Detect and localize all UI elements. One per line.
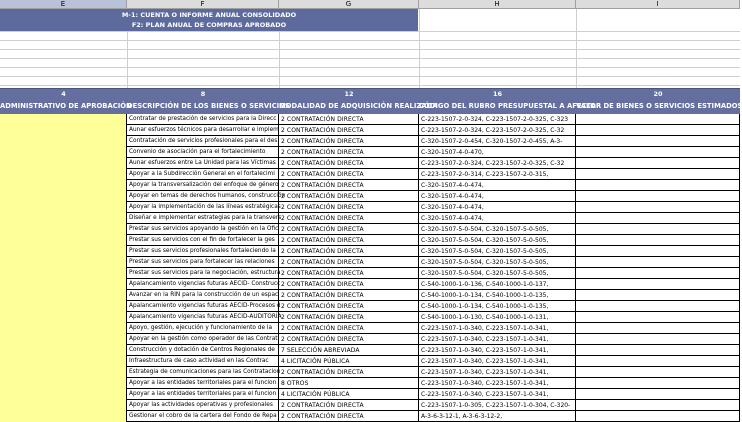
budget-code-cell[interactable]: C-320-1507-4-0-474, bbox=[419, 213, 576, 224]
modality-cell[interactable]: 4 LICITACIÓN PÚBLICA bbox=[279, 389, 419, 400]
estimated-value-cell[interactable] bbox=[576, 246, 740, 257]
estimated-value-cell[interactable] bbox=[576, 147, 740, 158]
budget-code-cell[interactable]: C-320-1507-5-0-504, C-320-1507-5-0-505, bbox=[419, 257, 576, 268]
description-cell[interactable]: Infraestructura de caso actividad en las Contrac bbox=[127, 356, 279, 367]
band-number: 4 bbox=[61, 90, 66, 98]
modality-cell[interactable]: 2 CONTRATACIÓN DIRECTA bbox=[279, 367, 419, 378]
budget-code-cell[interactable]: C-223-1507-1-0-340, C-223-1507-1-0-341, bbox=[419, 323, 576, 334]
report-title-banner bbox=[0, 9, 418, 31]
description-cell[interactable]: Convenio de asociación para el fortalecimiento bbox=[127, 147, 279, 158]
estimated-value-cell[interactable] bbox=[576, 367, 740, 378]
estimated-value-cell[interactable] bbox=[576, 279, 740, 290]
description-cell[interactable]: Avanzar en la RIN para la construcción de un espac bbox=[127, 290, 279, 301]
description-cell[interactable]: Prestar sus servicios profesionales fortaleciendo la bbox=[127, 246, 279, 257]
modality-cell[interactable]: 2 CONTRATACIÓN DIRECTA bbox=[279, 235, 419, 246]
table-header-band bbox=[0, 88, 740, 114]
estimated-value-cell[interactable] bbox=[576, 389, 740, 400]
column-header-g[interactable]: G bbox=[279, 0, 419, 9]
budget-code-cell[interactable]: C-320-1507-5-0-504, C-320-1507-5-0-505, bbox=[419, 235, 576, 246]
estimated-value-cell[interactable] bbox=[576, 323, 740, 334]
estimated-value-cell[interactable] bbox=[576, 114, 740, 125]
budget-code-cell[interactable]: C-223-1507-2-0-324, C-223-1507-2-0-325, C-323 bbox=[419, 114, 576, 125]
description-cell[interactable]: Prestar sus servicios para fortalecer las relaciones bbox=[127, 257, 279, 268]
budget-code-cell[interactable]: C-223-1507-2-0-314, C-223-1507-2-0-315, bbox=[419, 169, 576, 180]
budget-code-cell[interactable]: C-223-1507-1-0-305, C-223-1507-1-0-304, C-320- bbox=[419, 400, 576, 411]
modality-cell[interactable]: 2 CONTRATACIÓN DIRECTA bbox=[279, 246, 419, 257]
budget-code-cell[interactable]: C-223-1507-2-0-324, C-223-1507-2-0-325, C-32 bbox=[419, 158, 576, 169]
description-cell[interactable]: Contratación de servicios profesionales para el des bbox=[127, 136, 279, 147]
budget-code-cell[interactable]: C-223-1507-1-0-340, C-223-1507-1-0-341, bbox=[419, 367, 576, 378]
grid-line bbox=[0, 49, 740, 50]
column-title: DESCRIPCIÓN DE LOS BIENES O SERVICIOS bbox=[127, 102, 290, 110]
description-cell[interactable]: Apalancamiento vigencias futuras AECID-Procesos d bbox=[127, 301, 279, 312]
description-cell[interactable]: Apoyar a la Subdirección General en el fortalecimi bbox=[127, 169, 279, 180]
modality-cell[interactable]: 2 CONTRATACIÓN DIRECTA bbox=[279, 136, 419, 147]
estimated-value-cell[interactable] bbox=[576, 378, 740, 389]
budget-code-cell[interactable]: A-3-6-3-12-1, A-3-6-3-12-2, bbox=[419, 411, 576, 422]
description-cell[interactable]: Apoyar a las entidades territoriales para el funcion bbox=[127, 389, 279, 400]
grid-line bbox=[0, 85, 740, 86]
estimated-value-cell[interactable] bbox=[576, 224, 740, 235]
modality-cell[interactable]: 2 CONTRATACIÓN DIRECTA bbox=[279, 224, 419, 235]
estimated-value-cell[interactable] bbox=[576, 411, 740, 422]
column-header-f[interactable]: F bbox=[127, 0, 279, 9]
description-cell[interactable]: Aunar esfuerzos técnicos para desarrollar e implem bbox=[127, 125, 279, 136]
band-number: 12 bbox=[344, 90, 354, 98]
grid-line bbox=[0, 31, 740, 32]
report-title-line1: M-1: CUENTA O INFORME ANUAL CONSOLIDADO bbox=[121, 11, 297, 19]
modality-cell[interactable]: 2 CONTRATACIÓN DIRECTA bbox=[279, 257, 419, 268]
modality-cell[interactable]: 2 CONTRATACIÓN DIRECTA bbox=[279, 290, 419, 301]
description-cell[interactable]: Apoyar la transversalización del enfoque de género bbox=[127, 180, 279, 191]
modality-cell[interactable]: 2 CONTRATACIÓN DIRECTA bbox=[279, 323, 419, 334]
estimated-value-cell[interactable] bbox=[576, 158, 740, 169]
description-cell[interactable]: Contratar de prestación de servicios para la Direcc bbox=[127, 114, 279, 125]
column-header-i[interactable]: I bbox=[576, 0, 740, 9]
estimated-value-cell[interactable] bbox=[576, 136, 740, 147]
column-title: ADMINISTRATIVO DE APROBACIÓN bbox=[0, 102, 132, 110]
budget-code-cell[interactable]: C-223-1507-1-0-340, C-223-1507-1-0-341, bbox=[419, 356, 576, 367]
grid-line bbox=[0, 76, 740, 77]
budget-code-cell[interactable]: C-320-1507-4-0-474, bbox=[419, 191, 576, 202]
budget-code-cell[interactable]: C-320-1507-5-0-504, C-320-1507-5-0-505, bbox=[419, 224, 576, 235]
budget-code-cell[interactable]: C-223-1507-1-0-340, C-223-1507-1-0-341, bbox=[419, 345, 576, 356]
modality-cell[interactable]: 2 CONTRATACIÓN DIRECTA bbox=[279, 334, 419, 345]
budget-code-cell[interactable]: C-320-1507-4-0-474, bbox=[419, 180, 576, 191]
band-number: 16 bbox=[492, 90, 503, 98]
budget-code-cell[interactable]: C-223-1507-1-0-340, C-223-1507-1-0-341, bbox=[419, 389, 576, 400]
estimated-value-cell[interactable] bbox=[576, 268, 740, 279]
estimated-value-cell[interactable] bbox=[576, 235, 740, 246]
grid-line bbox=[419, 9, 420, 88]
description-cell[interactable]: Apoyar la implementación de las líneas estratégicas bbox=[127, 202, 279, 213]
estimated-value-cell[interactable] bbox=[576, 301, 740, 312]
budget-code-cell[interactable]: C-223-1507-1-0-340, C-223-1507-1-0-341, bbox=[419, 378, 576, 389]
estimated-value-cell[interactable] bbox=[576, 202, 740, 213]
modality-cell[interactable]: 2 CONTRATACIÓN DIRECTA bbox=[279, 202, 419, 213]
description-cell[interactable]: Aunar esfuerzos entre La Unidad para las Víctimas bbox=[127, 158, 279, 169]
column-title: VALOR DE BIENES O SERVICIOS ESTIMADOS bbox=[576, 102, 742, 110]
budget-code-cell[interactable]: C-540-1000-1-0-134, C-540-1000-1-0-135, bbox=[419, 301, 576, 312]
estimated-value-cell[interactable] bbox=[576, 312, 740, 323]
estimated-value-cell[interactable] bbox=[576, 290, 740, 301]
budget-code-cell[interactable]: C-223-1507-1-0-340, C-223-1507-1-0-341, bbox=[419, 334, 576, 345]
modality-cell[interactable]: 2 CONTRATACIÓN DIRECTA bbox=[279, 213, 419, 224]
modality-cell[interactable]: 2 CONTRATACIÓN DIRECTA bbox=[279, 301, 419, 312]
estimated-value-cell[interactable] bbox=[576, 169, 740, 180]
budget-code-cell[interactable]: C-320-1507-2-0-454, C-320-1507-2-0-455, A-3- bbox=[419, 136, 576, 147]
modality-cell[interactable]: 2 CONTRATACIÓN DIRECTA bbox=[279, 191, 419, 202]
grid-line bbox=[0, 40, 740, 41]
budget-code-cell[interactable]: C-223-1507-2-0-324, C-223-1507-2-0-325, C-32 bbox=[419, 125, 576, 136]
description-cell[interactable]: Construcción y dotación de Centros Regionales de bbox=[127, 345, 279, 356]
modality-cell[interactable]: 2 CONTRATACIÓN DIRECTA bbox=[279, 114, 419, 125]
estimated-value-cell[interactable] bbox=[576, 345, 740, 356]
description-cell[interactable]: Prestar sus servicios para la negociación, estructura bbox=[127, 268, 279, 279]
description-cell[interactable]: Gestionar el cobro de la cartera del Fondo de Repa bbox=[127, 411, 279, 422]
modality-cell[interactable]: 2 CONTRATACIÓN DIRECTA bbox=[279, 411, 419, 422]
description-cell[interactable]: Apoyar en la gestión como operador de las Contrat bbox=[127, 334, 279, 345]
description-cell[interactable]: Prestar sus servicios apoyando la gestión en la Ofic bbox=[127, 224, 279, 235]
description-cell[interactable]: Apalancamiento vigencias futuras AECID-AUDITORÍA bbox=[127, 312, 279, 323]
estimated-value-cell[interactable] bbox=[576, 400, 740, 411]
grid-line bbox=[0, 67, 740, 68]
grid-line bbox=[576, 9, 577, 88]
estimated-value-cell[interactable] bbox=[576, 180, 740, 191]
description-cell[interactable]: Apoyar en temas de derechos humanos, construcción bbox=[127, 191, 279, 202]
modality-cell[interactable]: 2 CONTRATACIÓN DIRECTA bbox=[279, 268, 419, 279]
modality-cell[interactable]: 7 SELECCIÓN ABREVIADA bbox=[279, 345, 419, 356]
description-cell[interactable]: Diseñar e implementar estrategias para la transvers bbox=[127, 213, 279, 224]
description-cell[interactable]: Apalancamiento vigencias futuras AECID- Construcc bbox=[127, 279, 279, 290]
description-cell[interactable]: Estrategia de comunicaciones para las Contratacion bbox=[127, 367, 279, 378]
description-cell[interactable]: Apoyo, gestión, ejecución y funcionamiento de la bbox=[127, 323, 279, 334]
description-cell[interactable]: Apoyar las actividades operativas y profesionales bbox=[127, 400, 279, 411]
report-title-line2: F2: PLAN ANUAL DE COMPRAS APROBADO bbox=[131, 21, 287, 29]
column-header-e[interactable]: E bbox=[0, 0, 127, 9]
description-cell[interactable]: Apoyar a las entidades territoriales para el funcion bbox=[127, 378, 279, 389]
modality-cell[interactable]: 2 CONTRATACIÓN DIRECTA bbox=[279, 147, 419, 158]
budget-code-cell[interactable]: C-540-1000-1-0-136, C-540-1000-1-0-137, bbox=[419, 279, 576, 290]
column-title: MODALIDAD DE ADQUISICIÓN REALIZADA bbox=[279, 102, 438, 110]
budget-code-cell[interactable]: C-320-1507-4-0-474, bbox=[419, 202, 576, 213]
column-e-cells[interactable] bbox=[0, 114, 127, 422]
band-number: 20 bbox=[653, 90, 663, 98]
modality-cell[interactable]: 2 CONTRATACIÓN DIRECTA bbox=[279, 169, 419, 180]
column-title: CÓDIGO DEL RUBRO PRESUPUESTAL A AFECTAR bbox=[419, 102, 602, 110]
modality-cell[interactable]: 2 CONTRATACIÓN DIRECTA bbox=[279, 279, 419, 290]
budget-code-cell[interactable]: C-320-1507-5-0-504, C-320-1507-5-0-505, bbox=[419, 246, 576, 257]
budget-code-cell[interactable]: C-540-1000-1-0-134, C-540-1000-1-0-135, bbox=[419, 290, 576, 301]
estimated-value-cell[interactable] bbox=[576, 257, 740, 268]
modality-cell[interactable]: 2 CONTRATACIÓN DIRECTA bbox=[279, 125, 419, 136]
modality-cell[interactable]: 2 CONTRATACIÓN DIRECTA bbox=[279, 158, 419, 169]
description-cell[interactable]: Prestar sus servicios con el fin de fortalecer la ges bbox=[127, 235, 279, 246]
estimated-value-cell[interactable] bbox=[576, 356, 740, 367]
band-number: 8 bbox=[200, 90, 206, 98]
column-header-h[interactable]: H bbox=[419, 0, 576, 9]
modality-cell[interactable]: 4 LICITACIÓN PÚBLICA bbox=[279, 356, 419, 367]
modality-cell[interactable]: 8 OTROS bbox=[279, 378, 419, 389]
estimated-value-cell[interactable] bbox=[576, 125, 740, 136]
estimated-value-cell[interactable] bbox=[576, 213, 740, 224]
modality-cell[interactable]: 2 CONTRATACIÓN DIRECTA bbox=[279, 312, 419, 323]
modality-cell[interactable]: 2 CONTRATACIÓN DIRECTA bbox=[279, 400, 419, 411]
budget-code-cell[interactable]: C-320-1507-4-0-470, bbox=[419, 147, 576, 158]
estimated-value-cell[interactable] bbox=[576, 191, 740, 202]
budget-code-cell[interactable]: C-540-1000-1-0-130, C-540-1000-1-0-131, bbox=[419, 312, 576, 323]
estimated-value-cell[interactable] bbox=[576, 334, 740, 345]
modality-cell[interactable]: 2 CONTRATACIÓN DIRECTA bbox=[279, 180, 419, 191]
budget-code-cell[interactable]: C-320-1507-5-0-504, C-320-1507-5-0-505, bbox=[419, 268, 576, 279]
grid-line bbox=[0, 58, 740, 59]
